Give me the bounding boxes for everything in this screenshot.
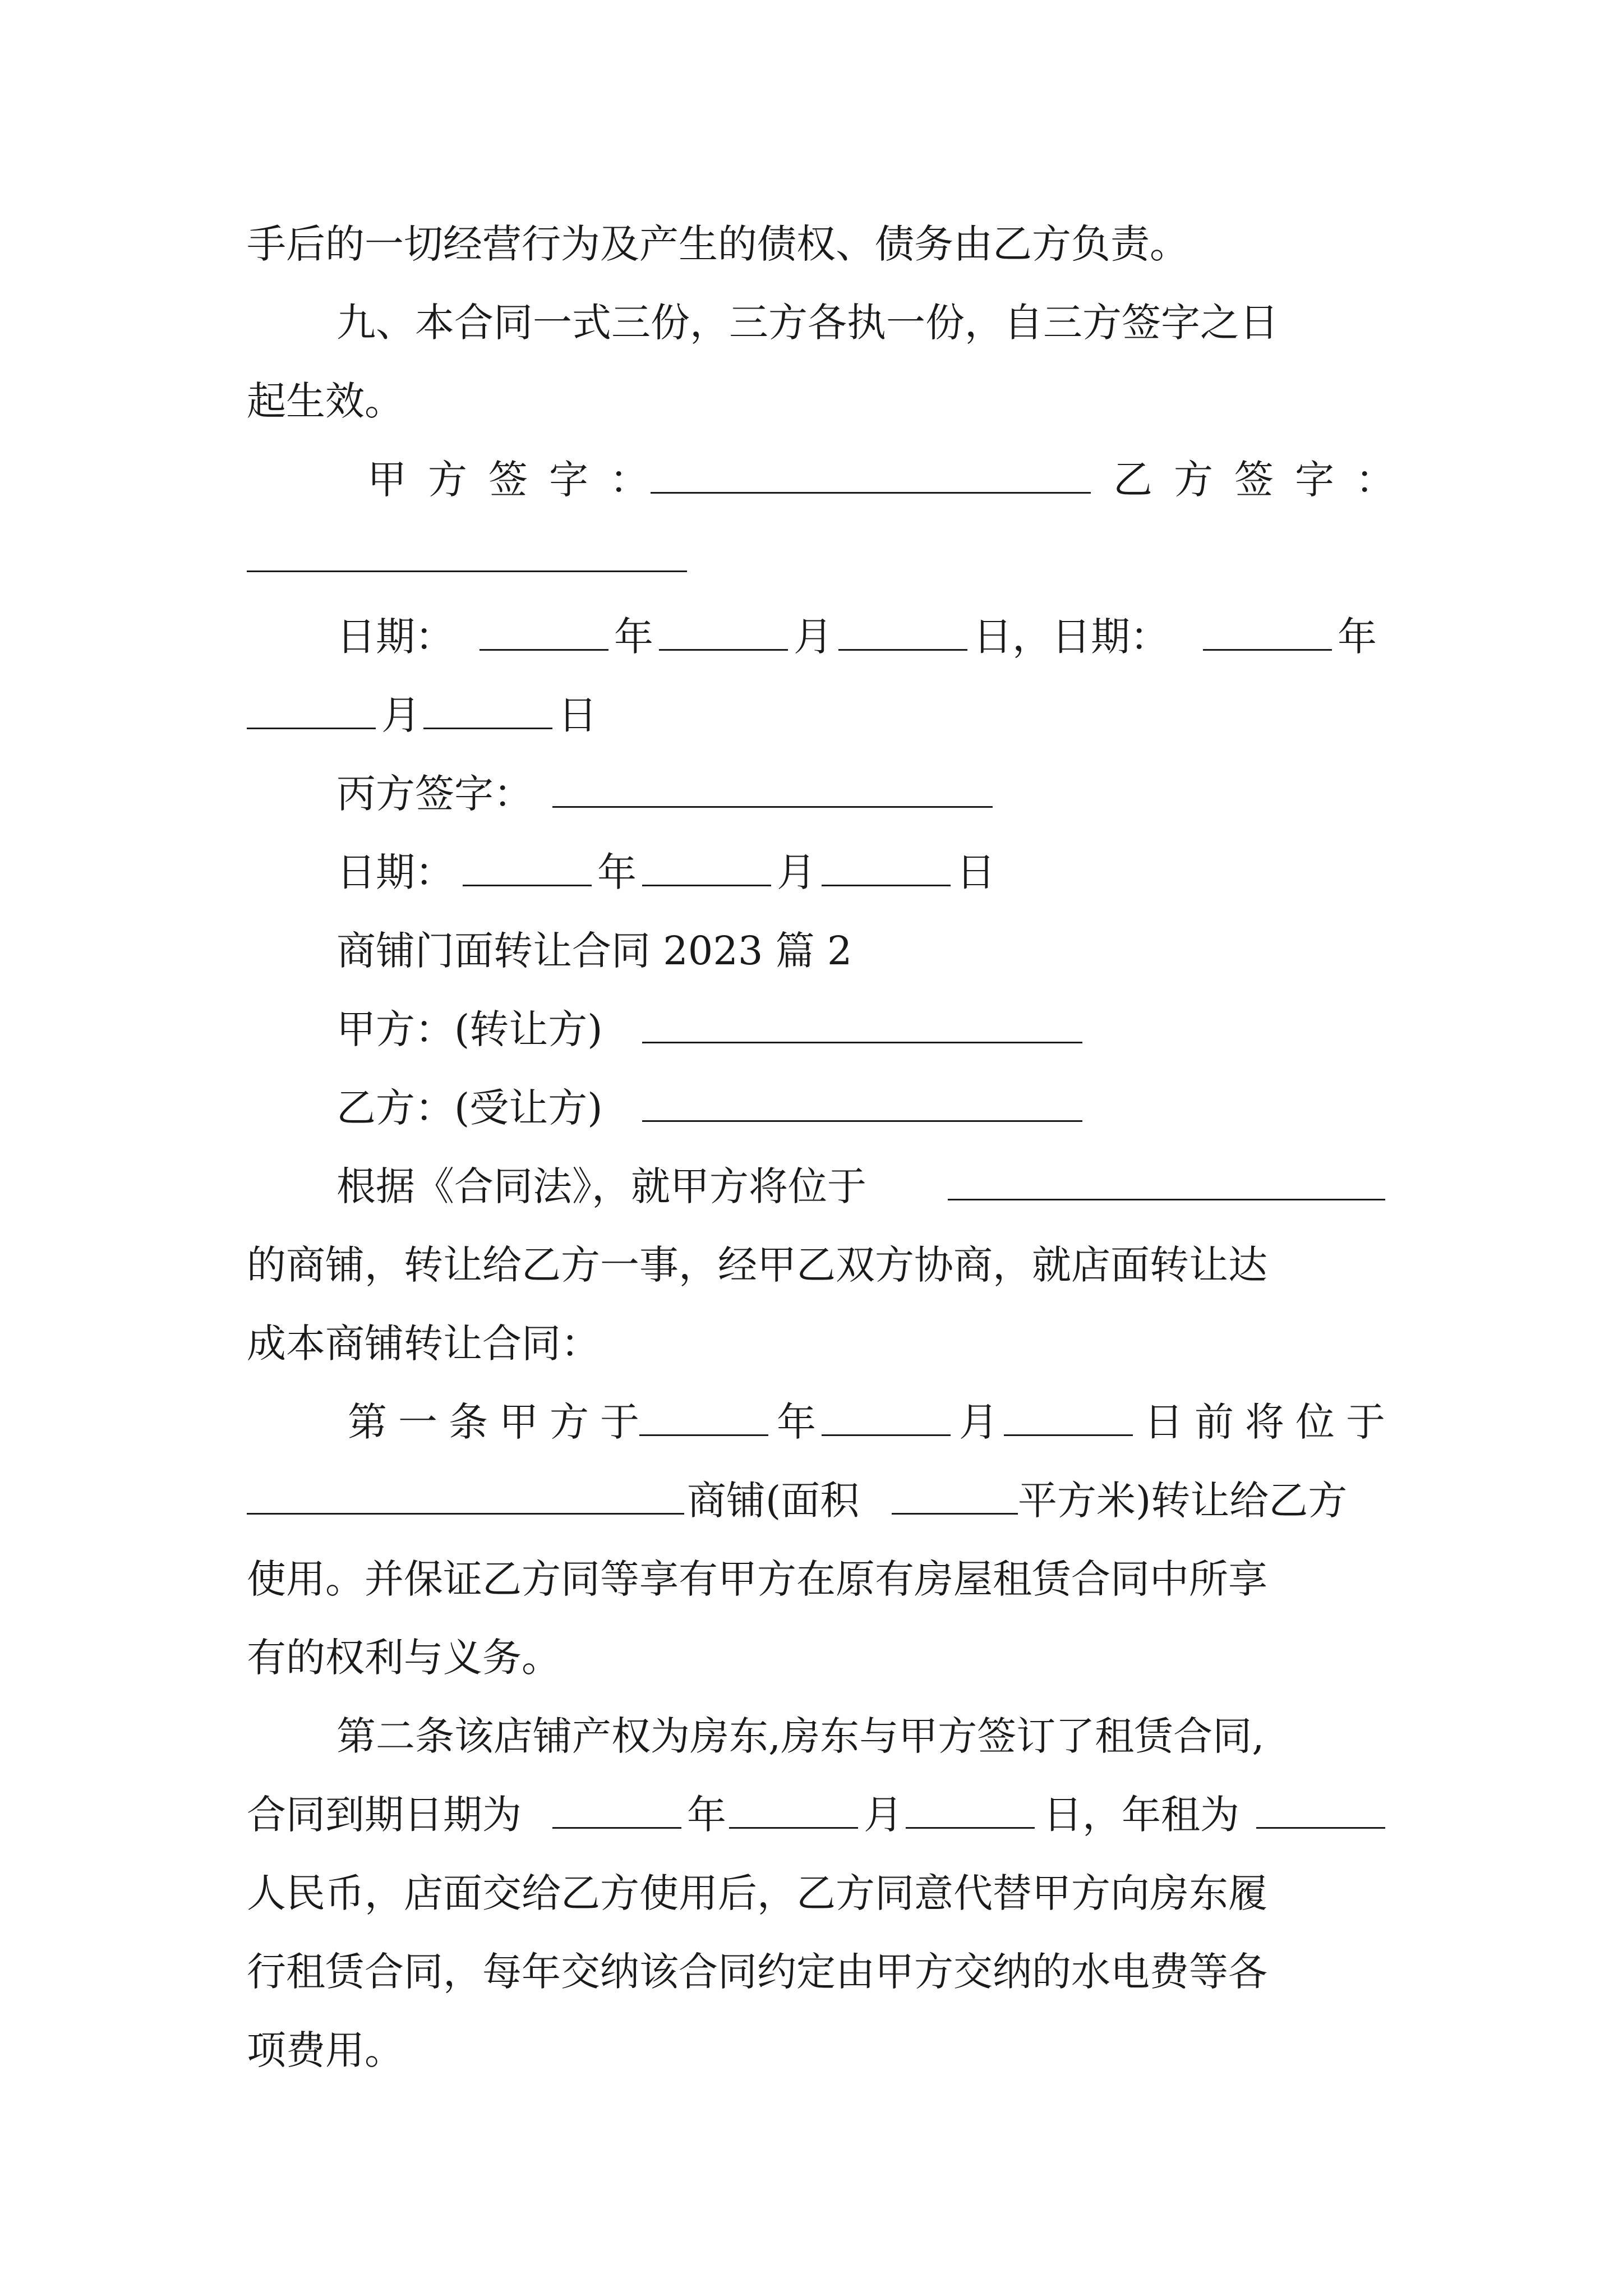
text: 使用。并保证乙方同等享有甲方在原有房屋租赁合同中所享 bbox=[247, 1556, 1267, 1602]
paragraph-line bbox=[0, 1854, 1623, 1932]
date-line-continuation bbox=[0, 676, 1623, 754]
paragraph-line bbox=[0, 1226, 1623, 1304]
date-label: 日期： bbox=[336, 614, 454, 660]
month-label: 月 bbox=[381, 692, 421, 738]
day-date-label: 日，日期： bbox=[973, 614, 1169, 660]
party-c-signature-label: 丙方签字： bbox=[336, 771, 533, 817]
day-field[interactable] bbox=[1004, 1383, 1133, 1436]
year-label: 年 bbox=[687, 1792, 726, 1838]
signature-line-party-c bbox=[0, 754, 1623, 833]
text: 有的权利与义务。 bbox=[247, 1635, 561, 1681]
section-heading bbox=[0, 912, 1623, 990]
text: 日，年租为 bbox=[1043, 1792, 1239, 1838]
shop-location-field[interactable] bbox=[247, 1461, 684, 1515]
article-two bbox=[0, 1697, 1623, 1775]
year-label: 年 bbox=[1338, 614, 1377, 660]
party-b-name-field[interactable] bbox=[642, 1069, 1082, 1122]
year-label: 年 bbox=[614, 614, 653, 660]
text: 九、本合同一式三份，三方各执一份，自三方签字之日 bbox=[336, 300, 1279, 346]
month-field[interactable] bbox=[247, 676, 376, 729]
area-field[interactable] bbox=[892, 1461, 1018, 1515]
year-field[interactable] bbox=[1203, 597, 1332, 651]
signature-continuation bbox=[0, 519, 1623, 597]
year-label: 年 bbox=[777, 1399, 816, 1445]
year-label: 年 bbox=[597, 849, 637, 895]
day-label: 日 bbox=[956, 849, 995, 895]
year-field[interactable] bbox=[552, 1775, 681, 1829]
party-c-signature-field[interactable] bbox=[552, 754, 993, 808]
paragraph-line bbox=[0, 1147, 1623, 1226]
paragraph-line bbox=[0, 1540, 1623, 1618]
paragraph-line bbox=[0, 1461, 1623, 1540]
paragraph-line bbox=[0, 1304, 1623, 1383]
date-label: 日期： bbox=[336, 849, 454, 895]
month-field[interactable] bbox=[729, 1775, 858, 1829]
heading-text: 商铺门面转让合同 2023 篇 2 bbox=[336, 928, 852, 974]
day-field[interactable] bbox=[906, 1775, 1035, 1829]
text: 行租赁合同，每年交纳该合同约定由甲方交纳的水电费等各 bbox=[247, 1949, 1267, 1995]
party-a-signature-label: 甲方签字： bbox=[367, 457, 670, 503]
signature-line-party-a-b bbox=[0, 440, 1623, 519]
text: 项费用。 bbox=[247, 2027, 404, 2073]
text: 商铺(面积 bbox=[687, 1478, 860, 1524]
day-field[interactable] bbox=[822, 833, 951, 886]
year-field[interactable] bbox=[463, 833, 592, 886]
month-label: 月 bbox=[777, 849, 816, 895]
date-line bbox=[0, 597, 1623, 676]
paragraph-line bbox=[0, 362, 1623, 440]
party-a-name-field[interactable] bbox=[642, 990, 1082, 1043]
party-b-line bbox=[0, 1069, 1623, 1147]
date-line bbox=[0, 833, 1623, 912]
paragraph-line bbox=[0, 205, 1623, 283]
day-field[interactable] bbox=[838, 597, 967, 651]
text: 平方米)转让给乙方 bbox=[1018, 1478, 1348, 1524]
text: 成本商铺转让合同： bbox=[247, 1320, 600, 1366]
paragraph-line bbox=[0, 1932, 1623, 2011]
text: 第二条该店铺产权为房东,房东与甲方签订了租赁合同, bbox=[336, 1713, 1265, 1759]
month-label: 月 bbox=[794, 614, 833, 660]
location-field[interactable] bbox=[948, 1147, 1385, 1200]
party-a-label: 甲方：(转让方) bbox=[336, 1006, 603, 1052]
paragraph-line bbox=[0, 2011, 1623, 2090]
annual-rent-field[interactable] bbox=[1256, 1775, 1385, 1829]
text: 起生效。 bbox=[247, 378, 404, 424]
month-field[interactable] bbox=[822, 1383, 951, 1436]
party-b-label: 乙方：(受让方) bbox=[336, 1085, 603, 1131]
party-a-signature-field[interactable] bbox=[651, 440, 1091, 494]
year-field[interactable] bbox=[639, 1383, 768, 1436]
month-field[interactable] bbox=[642, 833, 771, 886]
article-one bbox=[0, 1383, 1623, 1461]
party-a-line bbox=[0, 990, 1623, 1069]
text: 合同到期日期为 bbox=[247, 1792, 522, 1838]
text: 根据《合同法》，就甲方将位于 bbox=[336, 1163, 866, 1209]
text: 的商铺，转让给乙方一事，经甲乙双方协商，就店面转让达 bbox=[247, 1242, 1267, 1288]
text: 日前将位于 bbox=[1144, 1399, 1396, 1445]
month-label: 月 bbox=[959, 1399, 998, 1445]
day-label: 日 bbox=[558, 692, 597, 738]
paragraph-line bbox=[0, 1775, 1623, 1854]
day-field[interactable] bbox=[423, 676, 552, 729]
party-b-signature-field[interactable] bbox=[247, 519, 687, 572]
month-label: 月 bbox=[864, 1792, 903, 1838]
party-b-signature-label: 乙方签字： bbox=[1113, 457, 1416, 503]
text: 手后的一切经营行为及产生的债权、债务由乙方负责。 bbox=[247, 221, 1189, 267]
month-field[interactable] bbox=[659, 597, 788, 651]
text: 第一条甲方于 bbox=[348, 1399, 651, 1445]
clause-nine bbox=[0, 283, 1623, 362]
year-field[interactable] bbox=[479, 597, 608, 651]
paragraph-line bbox=[0, 1618, 1623, 1697]
text: 人民币，店面交给乙方使用后，乙方同意代替甲方向房东履 bbox=[247, 1870, 1267, 1916]
